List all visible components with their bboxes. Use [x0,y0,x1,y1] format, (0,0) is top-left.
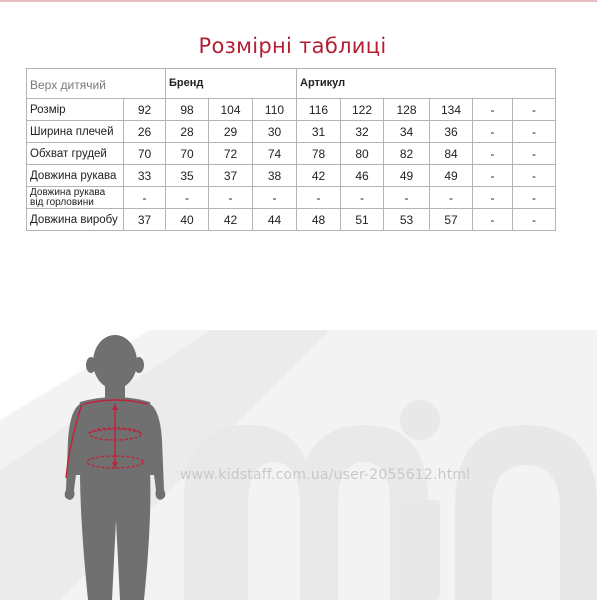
table-cell: - [473,99,513,121]
brand-label: Бренд [166,69,297,99]
table-cell: - [473,165,513,187]
table-cell: 78 [297,143,341,165]
table-cell: 34 [384,121,430,143]
table-row [27,143,556,165]
table-cell: 74 [253,143,297,165]
table-cell: 49 [430,165,473,187]
table-cell: 70 [166,143,209,165]
table-cell: - [473,143,513,165]
table-cell: - [166,187,209,209]
table-cell: 29 [209,121,253,143]
table-cell: - [473,209,513,231]
watermark-text: www.kidstaff.com.ua/user-2055612.html [180,467,471,483]
table-cell: 122 [341,99,384,121]
table-cell: - [341,187,384,209]
table-cell: 37 [209,165,253,187]
table-cell: 38 [253,165,297,187]
table-cell: 128 [384,99,430,121]
table-cell: 104 [209,99,253,121]
table-cell: 92 [124,99,166,121]
table-cell: 46 [341,165,384,187]
row-label: Довжина виробу [27,209,124,231]
table-cell: - [297,187,341,209]
table-cell: - [253,187,297,209]
table-cell: 57 [430,209,473,231]
table-cell: 110 [253,99,297,121]
section-label: Верх дитячий [27,69,166,99]
size-chart-table [26,68,556,231]
row-label: Розмір [27,99,124,121]
table-cell: - [513,209,556,231]
table-cell: 40 [166,209,209,231]
table-cell: 84 [430,143,473,165]
table-cell: - [473,187,513,209]
table-cell: 53 [384,209,430,231]
table-row [27,187,556,209]
table-cell: - [124,187,166,209]
table-cell: 51 [341,209,384,231]
table-cell: - [513,187,556,209]
table-cell: - [513,121,556,143]
table-header-row [27,69,556,99]
table-cell: 98 [166,99,209,121]
table-cell: 26 [124,121,166,143]
table-cell: 82 [384,143,430,165]
table-cell: 31 [297,121,341,143]
table-row [27,209,556,231]
row-label: Довжина рукава [27,165,124,187]
table-cell: 36 [430,121,473,143]
table-cell: 37 [124,209,166,231]
table-cell: 48 [297,209,341,231]
table-cell: - [513,99,556,121]
page-title: Розмірні таблиці [198,34,387,58]
table-cell: 32 [341,121,384,143]
table-cell: 42 [209,209,253,231]
table-cell: 49 [384,165,430,187]
table-cell: 33 [124,165,166,187]
table-cell: - [473,121,513,143]
table-cell: 42 [297,165,341,187]
table-cell: - [513,143,556,165]
row-label: Ширина плечей [27,121,124,143]
table-cell: 30 [253,121,297,143]
table-cell: - [513,165,556,187]
table-cell: - [430,187,473,209]
table-cell: 134 [430,99,473,121]
row-label: Обхват грудей [27,143,124,165]
table-row [27,121,556,143]
table-cell: 116 [297,99,341,121]
row-label: Довжина рукава від горловини [27,187,124,209]
table-row [27,165,556,187]
table-cell: 28 [166,121,209,143]
article-label: Артикул [297,69,556,99]
table-row [27,99,556,121]
table-cell: 70 [124,143,166,165]
table-cell: 72 [209,143,253,165]
table-cell: - [384,187,430,209]
table-cell: 80 [341,143,384,165]
table-cell: - [209,187,253,209]
table-cell: 44 [253,209,297,231]
table-cell: 35 [166,165,209,187]
